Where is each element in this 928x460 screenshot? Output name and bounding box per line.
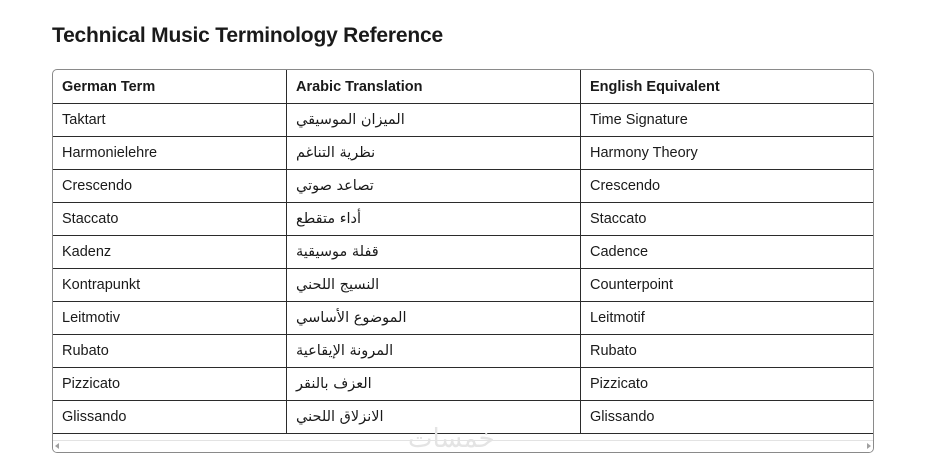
table-row [53,269,875,302]
arabic-translation-cell [287,236,581,269]
german-term-cell: Rubato [53,335,287,368]
english-equivalent-cell: Leitmotif [581,302,875,335]
english-equivalent-cell: Counterpoint [581,269,875,302]
arabic-translation-text: أداء متقطع [296,211,362,227]
table-row [53,335,875,368]
table-row [53,302,875,335]
table-row [53,236,875,269]
arabic-translation-text: الانزلاق اللحني [296,409,384,425]
english-equivalent-cell: Glissando [581,401,875,434]
table-row [53,137,875,170]
watermark-logo: خمسات [408,424,495,454]
arabic-translation-text: تصاعد صوتي [296,178,374,194]
german-term-cell: Glissando [53,401,287,434]
arabic-translation-text: المرونة الإيقاعية [296,343,394,359]
english-equivalent-cell: Rubato [581,335,875,368]
german-term-cell: Leitmotiv [53,302,287,335]
arabic-translation-cell [287,170,581,203]
arabic-translation-text: النسيج اللحني [296,277,380,293]
english-equivalent-cell: Time Signature [581,104,875,137]
german-term-cell: Pizzicato [53,368,287,401]
table-row [53,104,875,137]
table-row [53,203,875,236]
table-row [53,368,875,401]
table-row [53,401,875,434]
table-row [53,170,875,203]
arabic-translation-cell [287,104,581,137]
table-header-row [53,70,875,104]
arabic-translation-text: نظرية التناغم [296,145,376,161]
arabic-translation-text: العزف بالنقر [296,376,372,392]
arabic-translation-cell [287,302,581,335]
arabic-translation-cell [287,137,581,170]
english-equivalent-cell: Crescendo [581,170,875,203]
horizontal-scrollbar[interactable] [53,440,873,452]
arabic-translation-text: قفلة موسيقية [296,244,379,260]
header-german-term: German Term [53,70,287,104]
english-equivalent-cell: Harmony Theory [581,137,875,170]
german-term-cell: Kontrapunkt [53,269,287,302]
arabic-translation-cell [287,401,581,434]
arabic-translation-text: الموضوع الأساسي [296,310,407,326]
german-term-cell: Harmonielehre [53,137,287,170]
header-arabic-translation: Arabic Translation [287,70,581,104]
header-english-equivalent: English Equivalent [581,70,875,104]
english-equivalent-cell: Cadence [581,236,875,269]
terminology-table-container[interactable] [52,69,874,453]
arabic-translation-cell [287,335,581,368]
german-term-cell: Kadenz [53,236,287,269]
page-title: Technical Music Terminology Reference [52,24,443,47]
arabic-translation-cell [287,203,581,236]
english-equivalent-cell: Pizzicato [581,368,875,401]
arabic-translation-text: الميزان الموسيقي [296,112,405,128]
arabic-translation-cell [287,368,581,401]
german-term-cell: Crescendo [53,170,287,203]
german-term-cell: Staccato [53,203,287,236]
german-term-cell: Taktart [53,104,287,137]
chevron-left-icon[interactable] [55,443,59,449]
english-equivalent-cell: Staccato [581,203,875,236]
terminology-table [52,69,874,434]
arabic-translation-cell [287,269,581,302]
chevron-right-icon[interactable] [867,443,871,449]
